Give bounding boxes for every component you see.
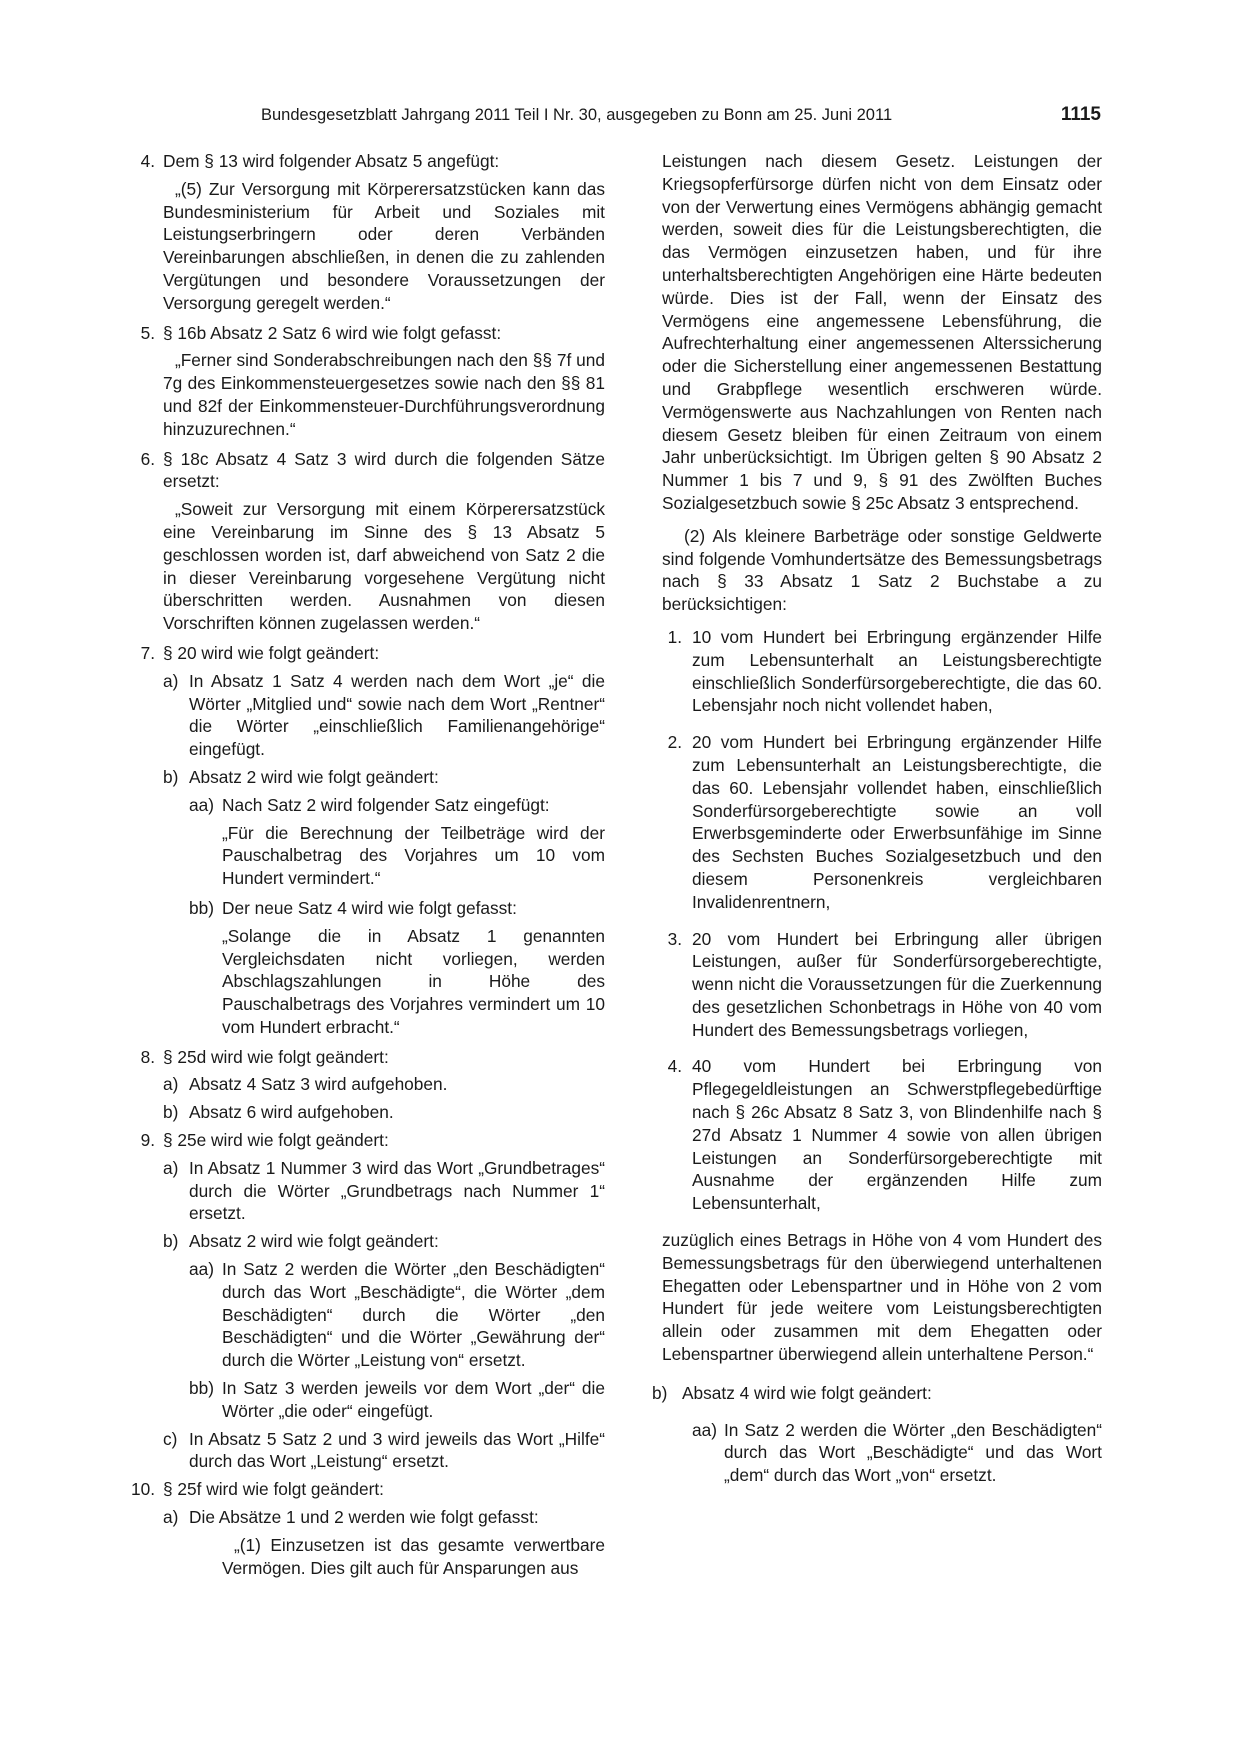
list-item-number: 4. [667, 1056, 682, 1077]
list-item [662, 1055, 1102, 1215]
sub-item-a [163, 1506, 605, 1529]
sub-item-label: a) [163, 670, 179, 691]
amendment-item-10 [131, 1478, 605, 1501]
item-number: 8. [140, 1046, 155, 1067]
sub-sub-item-bb [189, 897, 605, 920]
amendment-item-5 [131, 322, 605, 345]
quoted-text: „Für die Berechnung der Teilbeträge wird der Pauschalbetrag des Vorjahres um 10 vom Hundert vermindert.“ [222, 822, 605, 889]
sub-item-text: Absatz 4 Satz 3 wird aufgehoben. [189, 1074, 448, 1095]
sub-sub-item-text: In Satz 2 werden die Wörter „den Beschädigten“ durch das Wort „Beschädigte“, die Wörter „dem Beschädigten“ durch die Wörter „den Beschädigten“ und die Wörter „Gewährung der“ durch die Wörter „Leistung von“ ersetzt. [222, 1259, 605, 1371]
left-column [131, 150, 605, 1586]
sub-item-a [163, 1073, 605, 1096]
sub-sub-item-text: Der neue Satz 4 wird wie folgt gefasst: [222, 897, 517, 918]
sub-sub-item-aa [189, 1258, 605, 1372]
sub-item-c [163, 1428, 605, 1474]
item-text: Dem § 13 wird folgender Absatz 5 angefügt: [163, 151, 500, 171]
list-item [662, 731, 1102, 913]
sub-item-text: Absatz 2 wird wie folgt geändert: [189, 766, 439, 787]
item-text: § 18c Absatz 4 Satz 3 wird durch die folgenden Sätze ersetzt: [163, 448, 605, 492]
item-text: § 25f wird wie folgt geändert: [163, 1479, 384, 1500]
sub-item-text: In Absatz 1 Satz 4 werden nach dem Wort „je“ die Wörter „Mitglied und“ sowie nach dem Wort „Rentner“ die Wörter „einschließlich Familienangehörige“ eingefügt. [189, 670, 605, 760]
sub-item-label: c) [163, 1428, 178, 1449]
page-header [0, 103, 1241, 127]
item-text: § 20 wird wie folgt geändert: [163, 642, 380, 663]
sub-item-text: In Absatz 5 Satz 2 und 3 wird jeweils das Wort „Hilfe“ durch das Wort „Leistung“ ersetzt. [189, 1428, 605, 1472]
list-item [662, 626, 1102, 717]
sub-sub-item-aa [692, 1419, 1102, 1487]
sub-item-label: a) [163, 1507, 179, 1528]
right-column [652, 150, 1102, 1487]
sub-sub-item-text: Nach Satz 2 wird folgender Satz eingefügt: [222, 794, 550, 815]
paragraph-supplement: zuzüglich eines Betrags in Höhe von 4 vom Hundert des Bemessungsbetrags für den überwiegend unterhaltenen Ehegatten oder Lebenspartner und in Höhe von 2 vom Hundert für jede weitere vom Leistungsberechtigten allein oder zusammen mit dem Ehegatten oder Lebenspartner überwiegend allein unterhaltene Person.“ [662, 1230, 1102, 1365]
list-item-text: 10 vom Hundert bei Erbringung ergänzender Hilfe zum Lebensunterhalt an Leistungsberechtigte einschließlich Sonderfürsorgeberechtigte, die das 60. Lebensjahr noch nicht vollendet haben, [692, 626, 1102, 716]
item-number: 4. [140, 151, 155, 171]
item-number: 7. [140, 642, 155, 663]
sub-item-text: Absatz 4 wird wie folgt geändert: [682, 1382, 932, 1403]
sub-item-text: Die Absätze 1 und 2 werden wie folgt gefasst: [189, 1507, 539, 1528]
sub-sub-item-aa [189, 794, 605, 817]
sub-sub-item-label: bb) [189, 897, 214, 918]
sub-item-label: b) [163, 1102, 179, 1123]
amendment-item-9 [131, 1129, 605, 1152]
sub-item-label: b) [163, 1231, 179, 1252]
sub-item-label: b) [652, 1382, 668, 1403]
item-number: 6. [140, 448, 155, 469]
sub-item-b [163, 1230, 605, 1253]
sub-sub-item-label: aa) [692, 1419, 717, 1440]
item-text: § 16b Absatz 2 Satz 6 wird wie folgt gefasst: [163, 322, 502, 343]
sub-item-a [163, 1157, 605, 1225]
quoted-text: „(5) Zur Versorgung mit Körperersatzstücken kann das Bundesministerium für Arbeit und Soziales mit Leistungserbringern oder deren Verbänden Vereinbarungen abschließen, in denen die zu zahlenden Vergütungen und besondere Voraussetzungen der Versorgung geregelt werden.“ [163, 178, 605, 313]
list-item-number: 2. [667, 732, 682, 753]
amendment-item-6 [131, 448, 605, 494]
quoted-text: „(1) Einzusetzen ist das gesamte verwertbare Vermögen. Dies gilt auch für Ansparungen aus [222, 1534, 605, 1578]
sub-item-text: In Absatz 1 Nummer 3 wird das Wort „Grundbetrages“ durch die Wörter „Grundbetrags nach Nummer 1“ ersetzt. [189, 1157, 605, 1224]
sub-item-label: a) [163, 1074, 179, 1095]
sub-sub-item-label: aa) [189, 1259, 214, 1280]
list-item-number: 3. [667, 928, 682, 949]
sub-item-b [163, 766, 605, 789]
sub-item-text: Absatz 2 wird wie folgt geändert: [189, 1231, 439, 1252]
item-text: § 25e wird wie folgt geändert: [163, 1130, 389, 1151]
sub-sub-item-text: In Satz 2 werden die Wörter „den Beschädigten“ durch das Wort „Beschädigte“ und das Wort „dem“ durch das Wort „von“ ersetzt. [724, 1419, 1102, 1486]
list-item [662, 928, 1102, 1042]
sub-sub-item-label: aa) [189, 794, 214, 815]
gazette-title: Bundesgesetzblatt Jahrgang 2011 Teil I Nr. 30, ausgegeben zu Bonn am 25. Juni 2011 [261, 106, 893, 124]
list-item-text: 20 vom Hundert bei Erbringung aller übrigen Leistungen, außer für Sonderfürsorgeberechtigte, wenn nicht die Voraussetzungen für die Zuerkennung des gesetzlichen Schonbetrags in Höhe von 40 vom Hundert des Bemessungsbetrags vorliegen, [692, 928, 1102, 1040]
item-number: 9. [140, 1130, 155, 1151]
sub-sub-item-text: In Satz 3 werden jeweils vor dem Wort „der“ die Wörter „die oder“ eingefügt. [222, 1378, 605, 1421]
sub-item-b [163, 1101, 605, 1124]
paragraph-continuation: Leistungen nach diesem Gesetz. Leistungen der Kriegsopferfürsorge dürfen nicht von dem Einsatz oder von der Verwertung eines Vermögens abhängig gemacht werden, soweit dies für die Leistungsberechtigten, die das Vermögen einzusetzen haben, und für ihre unterhaltsberechtigten Angehörigen eine Härte bedeuten würde. Dies ist der Fall, wenn der Einsatz des Vermögens eine angemessene Lebensführung, die Aufrechterhaltung einer angemessenen Alterssicherung oder die Sicherstellung einer angemessenen Bestattung und Grabpflege wesentlich erschweren würde. Vermögenswerte aus Nachzahlungen von Renten nach diesem Gesetz bleiben für einen Zeitraum von einem Jahr unberücksichtigt. Im Übrigen gelten § 90 Absatz 2 Nummer 1 bis 7 und 9, § 91 des Zwölften Buches Sozialgesetzbuch sowie § 25c Absatz 3 entsprechend. [662, 151, 1102, 513]
quoted-text: „Ferner sind Sonderabschreibungen nach den §§ 7f und 7g des Einkommensteuergesetzes sowie nach den §§ 81 und 82f der Einkommensteuer-Durchführungsverordnung hinzuzurechnen.“ [163, 350, 605, 439]
sub-item-label: a) [163, 1157, 179, 1178]
page-number: 1115 [1060, 104, 1101, 125]
paragraph-2: (2) Als kleinere Barbeträge oder sonstige Geldwerte sind folgende Vomhundertsätze des Bemessungsbetrags nach § 33 Absatz 1 Satz 2 Buchstabe a zu berücksichtigen: [662, 525, 1102, 615]
item-text: § 25d wird wie folgt geändert: [163, 1046, 389, 1067]
amendment-item-4 [131, 150, 605, 173]
list-item-number: 1. [667, 626, 682, 647]
sub-sub-item-bb [189, 1377, 605, 1423]
amendment-item-8 [131, 1046, 605, 1069]
sub-item-b [652, 1382, 1102, 1405]
list-item-text: 20 vom Hundert bei Erbringung ergänzender Hilfe zum Lebensunterhalt an Leistungsberechtigte, die das 60. Lebensjahr vollendet haben, einschließlich Sonderfürsorgeberechtigte sowie an voll Erwerbsgeminderte oder Erwerbsunfähige im Sinne des Sechsten Buches Sozialgesetzbuch und den diesem Personenkreis vergleichbaren Invalidenrentnern, [692, 732, 1102, 912]
quoted-text: „Solange die in Absatz 1 genannten Vergleichsdaten nicht vorliegen, werden Abschlagszahlungen in Höhe des Pauschalbetrags des Vorjahres vermindert um 10 vom Hundert erbracht.“ [222, 925, 605, 1037]
sub-item-a [163, 670, 605, 761]
sub-item-label: b) [163, 766, 179, 787]
item-number: 10. [131, 1479, 156, 1500]
item-number: 5. [140, 322, 155, 343]
sub-sub-item-label: bb) [189, 1378, 214, 1399]
list-item-text: 40 vom Hundert bei Erbringung von Pflegegeldleistungen an Schwerstpflegebedürftige nach § 26c Absatz 8 Satz 3, von Blindenhilfe nach § 27d Absatz 1 Nummer 4 sowie von allen übrigen Leistungen an Sonderfürsorgeberechtigte mit Ausnahme der ergänzenden Hilfe zum Lebensunterhalt, [692, 1056, 1102, 1214]
quoted-text: „Soweit zur Versorgung mit einem Körperersatzstück eine Vereinbarung im Sinne des § 13 Absatz 5 geschlossen worden ist, darf abweichend von Satz 2 die in dieser Vereinbarung vorgesehene Vergütung nicht überschritten werden. Ausnahmen von diesen Vorschriften können zugelassen werden.“ [163, 499, 605, 634]
sub-item-text: Absatz 6 wird aufgehoben. [189, 1102, 394, 1123]
amendment-item-7 [131, 642, 605, 665]
